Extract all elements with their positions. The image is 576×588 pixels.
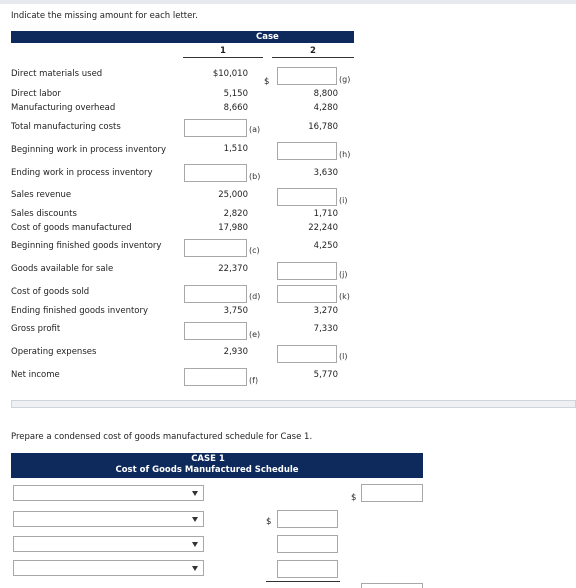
case1-input-e[interactable] bbox=[184, 322, 247, 340]
case2-input-j[interactable] bbox=[277, 262, 337, 280]
case2-input-i[interactable] bbox=[277, 188, 337, 206]
schedule-title-case: CASE 1 bbox=[191, 454, 225, 464]
schedule-header bbox=[11, 453, 423, 478]
case1-input-f[interactable] bbox=[184, 368, 247, 386]
schedule-prompt: Prepare a condensed cost of goods manufactured schedule for Case 1. bbox=[11, 432, 313, 442]
row-label-gross-profit: Gross profit bbox=[11, 324, 61, 334]
case2-sales-discounts: 1,710 bbox=[313, 209, 338, 219]
row-label-direct-materials: Direct materials used bbox=[11, 69, 103, 79]
schedule-select-4[interactable] bbox=[13, 560, 204, 576]
case1-sales-discounts: 2,820 bbox=[223, 209, 248, 219]
case2-letter-h: (h) bbox=[339, 150, 351, 159]
row-label-direct-labor: Direct labor bbox=[11, 89, 61, 99]
case2-net-income: 5,770 bbox=[313, 370, 338, 380]
column-header-case-1: 1 bbox=[220, 46, 226, 56]
case1-sales-revenue: 25,000 bbox=[218, 190, 248, 200]
case1-cost-of-goods-manufactured: 17,980 bbox=[218, 223, 248, 233]
row-label-beginning-finished-goods: Beginning finished goods inventory bbox=[11, 241, 162, 251]
chevron-down-icon bbox=[192, 542, 198, 547]
case1-operating-expenses: 2,930 bbox=[223, 347, 248, 357]
row-label-operating-expenses: Operating expenses bbox=[11, 347, 97, 357]
schedule-select-3[interactable] bbox=[13, 536, 204, 552]
case1-beginning-wip: 1,510 bbox=[223, 144, 248, 154]
row-label-ending-wip: Ending work in process inventory bbox=[11, 168, 153, 178]
case1-input-c[interactable] bbox=[184, 239, 247, 257]
case2-beginning-finished-goods: 4,250 bbox=[313, 241, 338, 251]
case2-letter-k: (k) bbox=[339, 292, 350, 301]
row-label-beginning-wip: Beginning work in process inventory bbox=[11, 145, 166, 155]
section-separator bbox=[11, 400, 576, 408]
chevron-down-icon bbox=[192, 566, 198, 571]
schedule-dollar-right: $ bbox=[351, 493, 357, 503]
schedule-input-right-1[interactable] bbox=[361, 484, 423, 502]
case2-input-k[interactable] bbox=[277, 285, 337, 303]
row-label-goods-available-for-sale: Goods available for sale bbox=[11, 264, 114, 274]
case1-goods-available-for-sale: 22,370 bbox=[218, 264, 248, 274]
case-header bbox=[11, 31, 354, 43]
column-header-case-2: 2 bbox=[310, 46, 316, 56]
case2-ending-finished-goods: 3,270 bbox=[313, 306, 338, 316]
schedule-total-underline bbox=[266, 581, 340, 582]
instructions-text: Indicate the missing amount for each letter. bbox=[11, 11, 198, 21]
top-divider bbox=[0, 0, 576, 4]
case2-manufacturing-overhead: 4,280 bbox=[313, 103, 338, 113]
case2-input-g[interactable] bbox=[277, 67, 337, 85]
case1-letter-f: (f) bbox=[249, 376, 259, 385]
case2-input-l[interactable] bbox=[277, 345, 337, 363]
case1-letter-d: (d) bbox=[249, 292, 261, 301]
case2-total-manufacturing-costs: 16,780 bbox=[308, 122, 338, 132]
schedule-input-mid-2[interactable] bbox=[277, 535, 338, 553]
case1-ending-finished-goods: 3,750 bbox=[223, 306, 248, 316]
case1-direct-labor: 5,150 bbox=[223, 89, 248, 99]
case1-manufacturing-overhead: 8,660 bbox=[223, 103, 248, 113]
case2-letter-g: (g) bbox=[339, 75, 351, 84]
case2-letter-i: (i) bbox=[339, 196, 348, 205]
chevron-down-icon bbox=[192, 517, 198, 522]
schedule-input-right-2[interactable] bbox=[361, 583, 423, 588]
row-label-cost-of-goods-manufactured: Cost of goods manufactured bbox=[11, 223, 132, 233]
case2-input-h[interactable] bbox=[277, 142, 337, 160]
row-label-total-manufacturing-costs: Total manufacturing costs bbox=[11, 122, 121, 132]
column-underline-case-1 bbox=[183, 57, 263, 58]
case2-cost-of-goods-manufactured: 22,240 bbox=[308, 223, 338, 233]
row-label-cost-of-goods-sold: Cost of goods sold bbox=[11, 287, 90, 297]
row-label-sales-discounts: Sales discounts bbox=[11, 209, 77, 219]
case2-letter-j: (j) bbox=[339, 270, 348, 279]
case1-input-d[interactable] bbox=[184, 285, 247, 303]
case1-letter-c: (c) bbox=[249, 246, 260, 255]
case2-letter-l: (l) bbox=[339, 352, 348, 361]
row-label-net-income: Net income bbox=[11, 370, 60, 380]
schedule-select-2[interactable] bbox=[13, 511, 204, 527]
chevron-down-icon bbox=[192, 491, 198, 496]
case2-dollar-sign: $ bbox=[264, 77, 270, 87]
case1-letter-a: (a) bbox=[249, 125, 261, 134]
schedule-dollar-mid: $ bbox=[266, 517, 272, 527]
case1-direct-materials: $10,010 bbox=[212, 69, 248, 79]
case2-gross-profit: 7,330 bbox=[313, 324, 338, 334]
schedule-input-mid-1[interactable] bbox=[277, 510, 338, 528]
case2-direct-labor: 8,800 bbox=[313, 89, 338, 99]
column-underline-case-2 bbox=[272, 57, 354, 58]
row-label-manufacturing-overhead: Manufacturing overhead bbox=[11, 103, 116, 113]
case2-ending-wip: 3,630 bbox=[313, 168, 338, 178]
schedule-select-1[interactable] bbox=[13, 485, 204, 501]
case1-input-b[interactable] bbox=[184, 164, 247, 182]
row-label-ending-finished-goods: Ending finished goods inventory bbox=[11, 306, 149, 316]
case1-input-a[interactable] bbox=[184, 119, 247, 137]
schedule-title-name: Cost of Goods Manufactured Schedule bbox=[115, 465, 299, 475]
case1-letter-b: (b) bbox=[249, 172, 261, 181]
case-header-label: Case bbox=[256, 32, 279, 42]
case1-letter-e: (e) bbox=[249, 330, 261, 339]
row-label-sales-revenue: Sales revenue bbox=[11, 190, 72, 200]
schedule-input-mid-3[interactable] bbox=[277, 560, 338, 578]
